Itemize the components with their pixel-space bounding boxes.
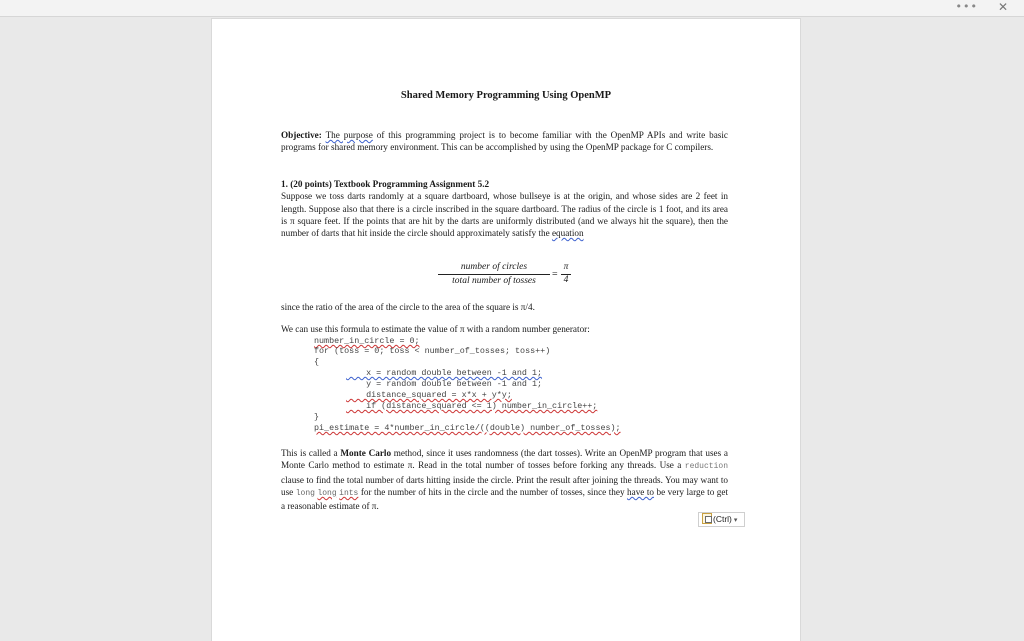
window-title-bar bbox=[0, 0, 1024, 17]
estimate-line: We can use this formula to estimate the value of π with a random number generator: bbox=[281, 324, 590, 334]
objective-paragraph bbox=[281, 129, 728, 154]
monte-carlo-paragraph: This is called a Monte Carlo method, since it uses randomness (the dart tosses). Write an OpenMP program that uses a Monte Carlo method to estimate π. Read in the total number of tosses before forking any threads. Use a reduction clause to find the total number of darts hitting inside the circle. Print the result after joining the threads. You may want to use long long ints for the number of hits in the circle and the number of tosses, since they have to be very large to get a reasonable estimate of π. bbox=[281, 448, 729, 512]
code-line-2: for (toss = 0; toss < number_of_tosses; toss++) bbox=[314, 346, 551, 356]
have-to-phrase: have to bbox=[627, 486, 655, 497]
paste-options-label: (Ctrl) bbox=[713, 514, 732, 524]
code-line-8: } bbox=[314, 412, 320, 422]
pi-symbol: π bbox=[561, 262, 571, 275]
chevron-down-icon: ▾ bbox=[733, 517, 738, 524]
code-line-5: y = random double between -1 and 1; bbox=[346, 379, 543, 389]
formula-numerator: number of circles bbox=[438, 262, 550, 275]
pi-over-four bbox=[561, 262, 571, 285]
page-title: Shared Memory Programming Using OpenMP bbox=[400, 90, 612, 101]
long-keyword-2: long bbox=[317, 488, 337, 498]
code-line-6: distance_squared = x*x + y*y; bbox=[346, 390, 512, 400]
formula-fraction bbox=[438, 262, 550, 286]
paste-options-button[interactable] bbox=[698, 512, 745, 527]
equation-link[interactable]: equation bbox=[551, 228, 584, 239]
monte-carlo-term: Monte Carlo bbox=[340, 448, 392, 458]
document-page bbox=[211, 18, 801, 641]
ratio-line: since the ratio of the area of the circle to the area of the square is π/4. bbox=[281, 302, 535, 312]
clipboard-icon bbox=[702, 513, 712, 524]
ints-keyword: ints bbox=[339, 488, 359, 498]
assignment-section bbox=[281, 178, 728, 239]
assignment-body: Suppose we toss darts randomly at a square dartboard, whose bullseye is at the origin, and whose sides are 2 feet in length. Suppose also that there is a circle inscribed in the square dartboard. The radius of the circle is 1 foot, and its area is π square feet. If the points that are hit by the darts are uniformly distributed (and we always hit the square), then the number of darts that hit inside the circle should approximately satisfy the bbox=[281, 191, 728, 239]
code-line-1: number_in_circle = 0; bbox=[314, 336, 420, 346]
formula-denominator: total number of tosses bbox=[452, 276, 536, 286]
close-icon[interactable]: ✕ bbox=[997, 0, 1008, 14]
objective-link[interactable]: The purpose bbox=[325, 130, 373, 140]
four-symbol: 4 bbox=[563, 275, 569, 285]
reduction-keyword: reduction bbox=[684, 462, 728, 472]
code-line-9: pi_estimate = 4*number_in_circle/((double) number_of_tosses); bbox=[314, 423, 621, 433]
code-line-7: if (distance_squared <= 1) number_in_circle++; bbox=[346, 401, 598, 411]
objective-label: Objective: bbox=[281, 130, 322, 140]
formula-equals: = bbox=[552, 269, 558, 280]
code-line-3: { bbox=[314, 357, 320, 367]
assignment-heading: 1. (20 points) Textbook Programming Assignment 5.2 bbox=[281, 179, 490, 189]
more-options-icon[interactable]: ••• bbox=[955, 0, 978, 13]
code-line-4: x = random double between -1 and 1; bbox=[346, 368, 543, 378]
objective-text: of this programming project is to become familiar with the OpenMP APIs and write basic programs for shared memory environment. This can be accomplished by using the OpenMP package for C compilers. bbox=[281, 130, 728, 153]
long-keyword-1: long bbox=[295, 488, 315, 498]
